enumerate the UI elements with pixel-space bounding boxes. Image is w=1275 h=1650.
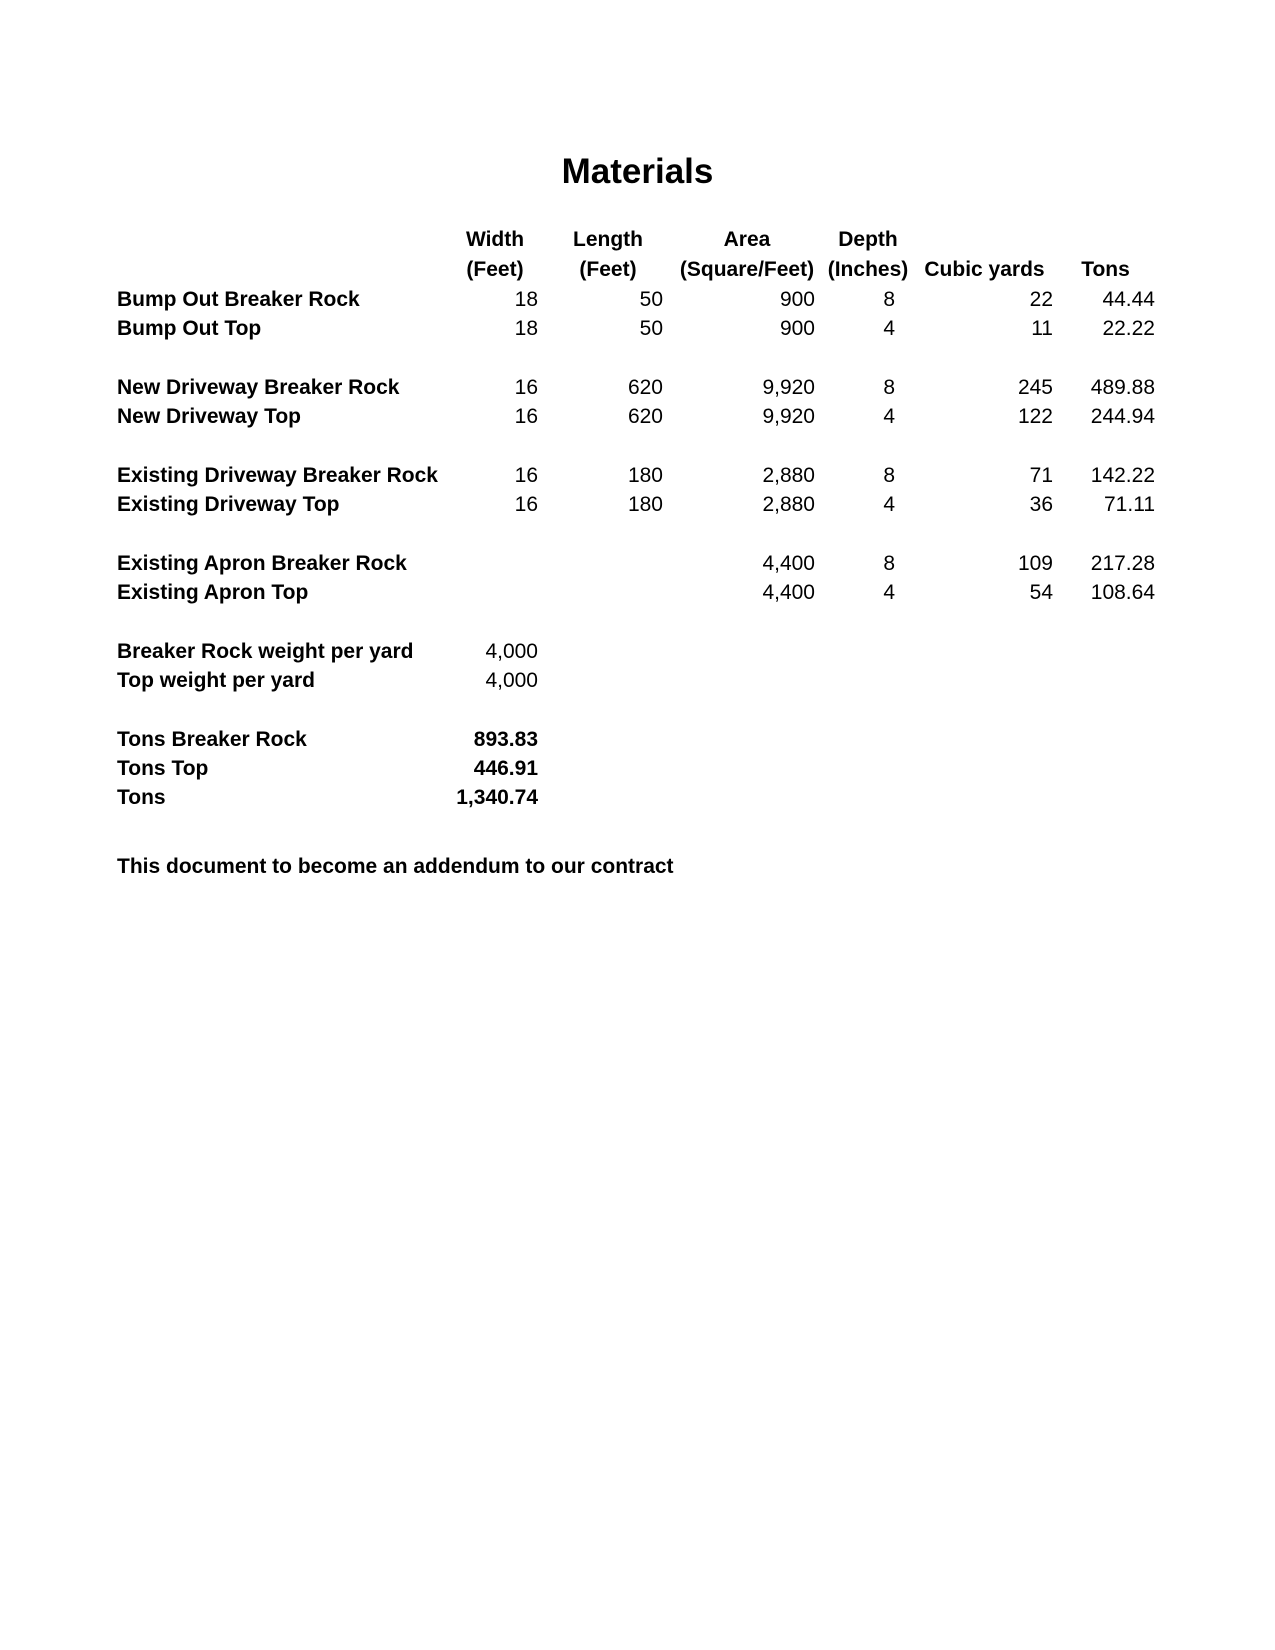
row-tons: 244.94 <box>1090 405 1155 428</box>
row-depth: 4 <box>883 581 895 604</box>
row-area: 9,920 <box>762 376 815 399</box>
row-length: 50 <box>639 317 663 340</box>
row-tons: 44.44 <box>1102 288 1155 311</box>
row-label: New Driveway Top <box>117 405 301 428</box>
row-length: 620 <box>627 376 663 399</box>
total-row <box>0 757 1275 787</box>
row-area: 900 <box>779 317 815 340</box>
row-area: 2,880 <box>762 493 815 516</box>
row-depth: 4 <box>883 493 895 516</box>
row-area: 2,880 <box>762 464 815 487</box>
row-cubic-yards: 71 <box>1029 464 1053 487</box>
weight-label: Breaker Rock weight per yard <box>117 640 414 663</box>
addendum-note: This document to become an addendum to our contract <box>117 855 674 878</box>
row-area: 900 <box>779 288 815 311</box>
table-row <box>0 317 1275 347</box>
total-row <box>0 728 1275 758</box>
row-cubic-yards: 109 <box>1017 552 1053 575</box>
row-width: 16 <box>514 376 538 399</box>
header-width-unit: (Feet) <box>466 258 524 281</box>
header-depth: Depth <box>838 228 898 251</box>
row-width: 16 <box>514 493 538 516</box>
total-value: 446.91 <box>473 757 538 780</box>
table-header-line-2 <box>0 258 1275 288</box>
header-length: Length <box>573 228 643 251</box>
row-label: Existing Apron Breaker Rock <box>117 552 407 575</box>
row-cubic-yards: 22 <box>1029 288 1053 311</box>
row-label: Existing Driveway Top <box>117 493 340 516</box>
row-depth: 4 <box>883 317 895 340</box>
row-cubic-yards: 36 <box>1029 493 1053 516</box>
row-depth: 8 <box>883 464 895 487</box>
row-length: 50 <box>639 288 663 311</box>
row-width: 18 <box>514 288 538 311</box>
weight-row <box>0 669 1275 699</box>
row-width: 16 <box>514 464 538 487</box>
row-length: 180 <box>627 464 663 487</box>
table-header-line-1 <box>0 228 1275 258</box>
row-label: Bump Out Breaker Rock <box>117 288 360 311</box>
row-depth: 8 <box>883 288 895 311</box>
weight-label: Top weight per yard <box>117 669 315 692</box>
table-row <box>0 405 1275 435</box>
table-row <box>0 288 1275 318</box>
total-row <box>0 786 1275 816</box>
header-length-unit: (Feet) <box>579 258 637 281</box>
row-width: 16 <box>514 405 538 428</box>
header-width: Width <box>465 228 525 251</box>
table-row <box>0 493 1275 523</box>
total-value: 1,340.74 <box>456 786 538 809</box>
page-title: Materials <box>561 152 714 191</box>
row-tons: 71.11 <box>1104 493 1155 516</box>
row-length: 180 <box>627 493 663 516</box>
row-tons: 489.88 <box>1090 376 1155 399</box>
row-cubic-yards: 245 <box>1017 376 1053 399</box>
row-label: Existing Apron Top <box>117 581 309 604</box>
header-depth-unit: (Inches) <box>827 258 909 281</box>
row-tons: 108.64 <box>1090 581 1155 604</box>
row-depth: 4 <box>883 405 895 428</box>
row-tons: 217.28 <box>1090 552 1155 575</box>
row-label: Bump Out Top <box>117 317 262 340</box>
row-cubic-yards: 54 <box>1029 581 1053 604</box>
weight-value: 4,000 <box>485 640 538 663</box>
row-label: New Driveway Breaker Rock <box>117 376 400 399</box>
row-cubic-yards: 11 <box>1031 317 1053 340</box>
total-label: Tons <box>117 786 166 809</box>
total-value: 893.83 <box>473 728 538 751</box>
weight-value: 4,000 <box>485 669 538 692</box>
header-area: Area <box>723 228 771 251</box>
header-cubic-yards: Cubic yards <box>924 258 1045 281</box>
row-tons: 22.22 <box>1102 317 1155 340</box>
table-row <box>0 376 1275 406</box>
row-area: 4,400 <box>762 552 815 575</box>
row-area: 4,400 <box>762 581 815 604</box>
row-depth: 8 <box>883 376 895 399</box>
table-row <box>0 581 1275 611</box>
weight-row <box>0 640 1275 670</box>
row-length: 620 <box>627 405 663 428</box>
row-depth: 8 <box>883 552 895 575</box>
row-area: 9,920 <box>762 405 815 428</box>
header-tons: Tons <box>1081 258 1130 281</box>
table-row <box>0 552 1275 582</box>
header-area-unit: (Square/Feet) <box>679 258 815 281</box>
row-tons: 142.22 <box>1090 464 1155 487</box>
row-cubic-yards: 122 <box>1017 405 1053 428</box>
row-width: 18 <box>514 317 538 340</box>
total-label: Tons Top <box>117 757 209 780</box>
total-label: Tons Breaker Rock <box>117 728 307 751</box>
table-row <box>0 464 1275 494</box>
row-label: Existing Driveway Breaker Rock <box>117 464 438 487</box>
